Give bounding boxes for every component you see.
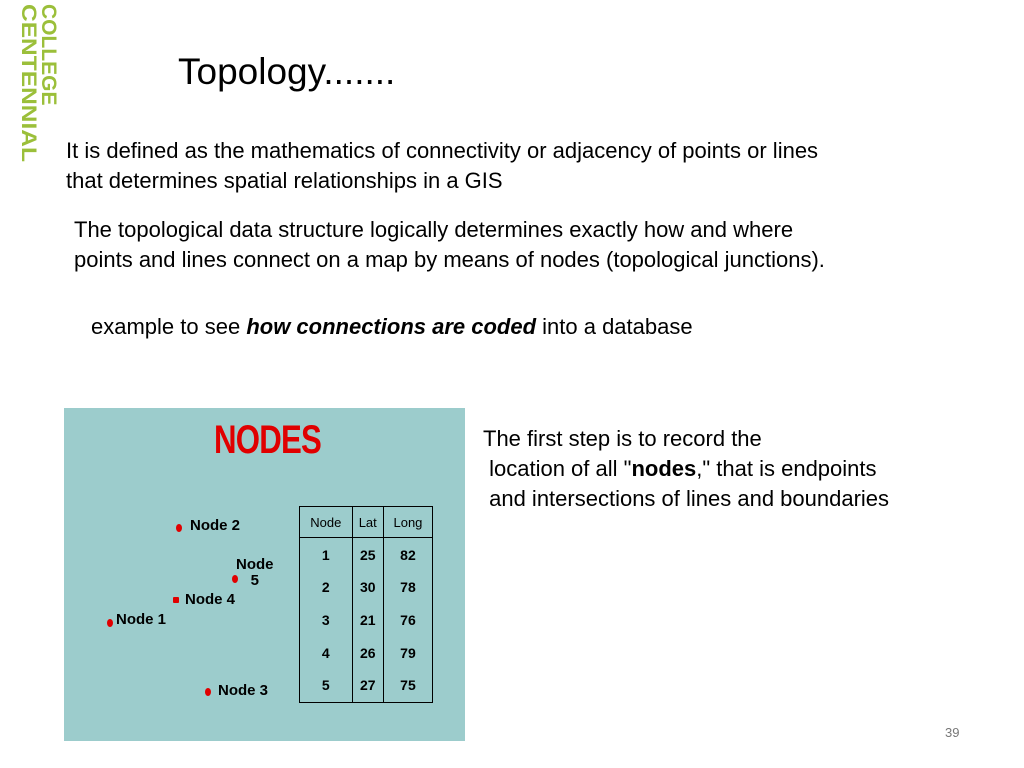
node-5-label xyxy=(236,557,274,589)
node-4-label: Node 4 xyxy=(185,591,236,608)
page-number: 39 xyxy=(945,725,960,740)
cell-lat: 25 xyxy=(352,538,383,572)
example-emphasis: how connections are coded xyxy=(246,314,537,339)
node-5-label-line-1: Node xyxy=(236,556,274,573)
definition-line-2: that determines spatial relationships in a GIS xyxy=(66,168,503,193)
table-header-row xyxy=(300,507,433,538)
table-row xyxy=(300,604,433,637)
step-line-2-post: ," that is endpoints xyxy=(696,456,877,481)
step-line-2-pre: location of all " xyxy=(483,456,632,481)
structure-paragraph xyxy=(74,215,825,275)
structure-line-2: points and lines connect on a map by means of nodes (topological junctions). xyxy=(74,247,825,272)
cell-long: 76 xyxy=(383,604,432,637)
slide-title: Topology....... xyxy=(178,51,396,92)
nodes-figure xyxy=(64,408,465,741)
node-2-label: Node 2 xyxy=(190,517,241,534)
figure-title: NODES xyxy=(214,418,322,462)
node-2-marker xyxy=(176,524,182,532)
college-logo xyxy=(2,2,60,164)
node-3-marker xyxy=(205,688,211,696)
cell-lat: 26 xyxy=(352,636,383,669)
definition-paragraph xyxy=(66,136,818,196)
table-row xyxy=(300,636,433,669)
table-row xyxy=(300,669,433,703)
header-long: Long xyxy=(383,507,432,538)
node-4-marker xyxy=(173,597,179,603)
header-node: Node xyxy=(300,507,353,538)
cell-lat: 27 xyxy=(352,669,383,703)
cell-long: 79 xyxy=(383,636,432,669)
logo-line-college: COLLEGE xyxy=(37,4,60,106)
step-line-2-bold: nodes xyxy=(631,456,697,481)
cell-node: 5 xyxy=(300,669,353,703)
step-line-3: and intersections of lines and boundaries xyxy=(483,486,890,511)
cell-node: 3 xyxy=(300,604,353,637)
cell-lat: 30 xyxy=(352,571,383,604)
structure-line-1: The topological data structure logically determines exactly how and where xyxy=(74,217,794,242)
node-5-label-line-2: 5 xyxy=(250,572,259,589)
example-paragraph xyxy=(91,312,693,342)
cell-node: 4 xyxy=(300,636,353,669)
node-1-marker xyxy=(107,619,113,627)
node-coordinates-table xyxy=(299,506,433,703)
logo-line-centennial: CENTENNIAL xyxy=(17,4,40,140)
definition-line-1: It is defined as the mathematics of connectivity or adjacency of points or lines xyxy=(66,138,819,163)
cell-lat: 21 xyxy=(352,604,383,637)
cell-long: 75 xyxy=(383,669,432,703)
cell-node: 2 xyxy=(300,571,353,604)
table-row xyxy=(300,538,433,572)
example-pre: example to see xyxy=(91,314,247,339)
first-step-paragraph xyxy=(483,424,889,514)
header-lat: Lat xyxy=(352,507,383,538)
cell-node: 1 xyxy=(300,538,353,572)
step-line-1: The first step is to record the xyxy=(483,426,762,451)
table-row xyxy=(300,571,433,604)
cell-long: 82 xyxy=(383,538,432,572)
node-3-label: Node 3 xyxy=(218,682,269,699)
step-line-2 xyxy=(483,454,889,484)
node-1-label: Node 1 xyxy=(116,611,167,628)
cell-long: 78 xyxy=(383,571,432,604)
example-post: into a database xyxy=(536,314,693,339)
